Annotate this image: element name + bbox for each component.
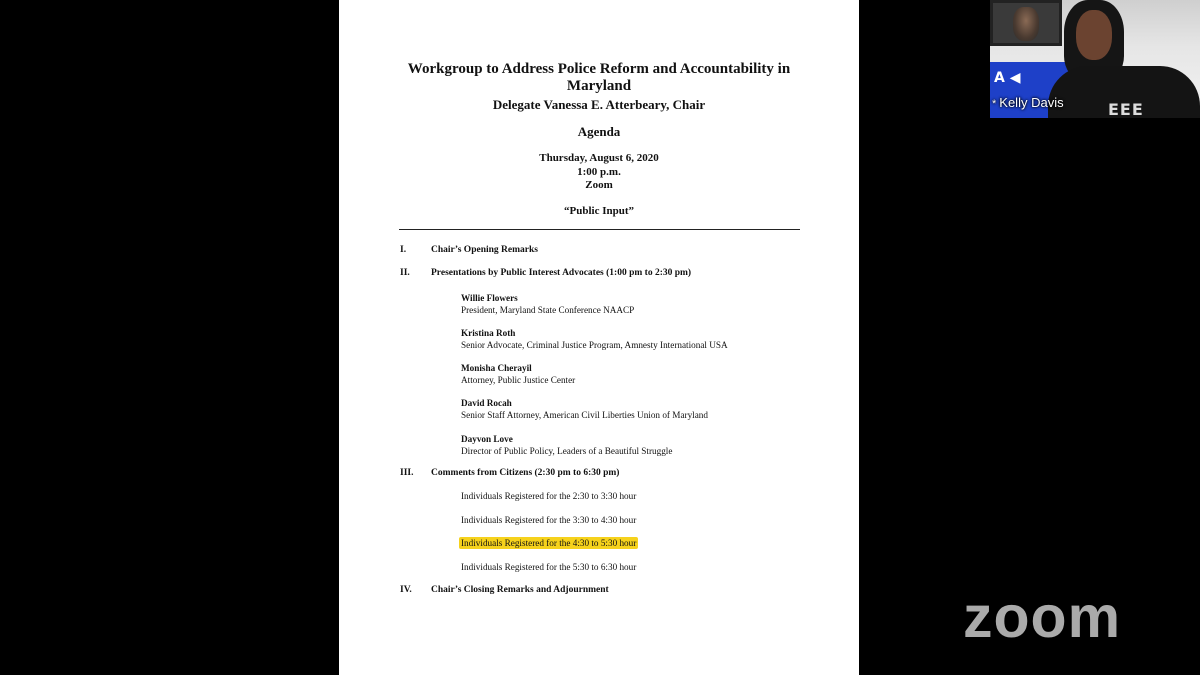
background-banner: A ◀ (990, 62, 1070, 118)
citizen-slot: Individuals Registered for the 5:30 to 6:30 hour (461, 562, 637, 572)
section-title: Chair’s Opening Remarks (431, 245, 538, 255)
presenter-item (461, 362, 575, 386)
document-chair: Delegate Vanessa E. Atterbeary, Chair (492, 97, 706, 112)
presenter-name: Monisha Cherayil (461, 363, 532, 373)
presenter-item (461, 397, 708, 421)
agenda-section-3 (400, 468, 619, 478)
shared-document-page (339, 0, 859, 675)
spotlight-star-icon: * (992, 98, 997, 110)
presenter-role: Attorney, Public Justice Center (461, 375, 576, 385)
agenda-heading: Agenda (577, 124, 621, 139)
participant-name-tag (992, 95, 1064, 110)
session-title: “Public Input” (564, 205, 634, 217)
agenda-section-4 (400, 585, 609, 595)
section-title: Comments from Citizens (2:30 pm to 6:30 pm) (431, 468, 620, 478)
presenter-name: Dayvon Love (461, 434, 513, 444)
citizen-slot: Individuals Registered for the 2:30 to 3:30 hour (461, 491, 637, 501)
presenter-role: Senior Staff Attorney, American Civil Liberties Union of Maryland (461, 410, 708, 420)
section-number: IV. (400, 585, 412, 595)
header-divider (399, 229, 800, 230)
presenter-item (461, 292, 634, 316)
section-title: Chair’s Closing Remarks and Adjournment (431, 585, 609, 595)
citizen-slot: Individuals Registered for the 3:30 to 4:30 hour (461, 515, 637, 525)
presenter-role: Director of Public Policy, Leaders of a Beautiful Struggle (461, 446, 673, 456)
presenter-role: President, Maryland State Conference NAACP (461, 305, 635, 315)
participant-name: Kelly Davis (999, 95, 1064, 110)
section-title: Presentations by Public Interest Advocates (1:00 pm to 2:30 pm) (431, 268, 692, 278)
meeting-date: Thursday, August 6, 2020 (539, 152, 659, 164)
section-number: II. (400, 268, 410, 278)
presenter-name: David Rocah (461, 398, 512, 408)
presenter-name: Willie Flowers (461, 293, 518, 303)
section-number: I. (400, 245, 407, 255)
presenter-role: Senior Advocate, Criminal Justice Program, Amnesty International USA (461, 340, 728, 350)
meeting-time: 1:00 p.m. (577, 165, 621, 178)
meeting-datetime (339, 152, 859, 193)
citizen-slot-highlighted: Individuals Registered for the 4:30 to 5:30 hour (461, 538, 637, 548)
meeting-platform: Zoom (585, 179, 613, 191)
presenter-name: Kristina Roth (461, 328, 516, 338)
presenter-item (461, 433, 672, 457)
presenter-item (461, 327, 728, 351)
document-title: Workgroup to Address Police Reform and Accountability in Maryland (407, 61, 791, 94)
zoom-watermark-logo: zoom (963, 584, 1122, 650)
section-number: III. (400, 468, 414, 478)
agenda-section-2 (400, 268, 691, 278)
participant-video-tile[interactable] (990, 0, 1200, 118)
agenda-section-1 (400, 245, 538, 255)
participant-video: EEE (1048, 0, 1140, 118)
